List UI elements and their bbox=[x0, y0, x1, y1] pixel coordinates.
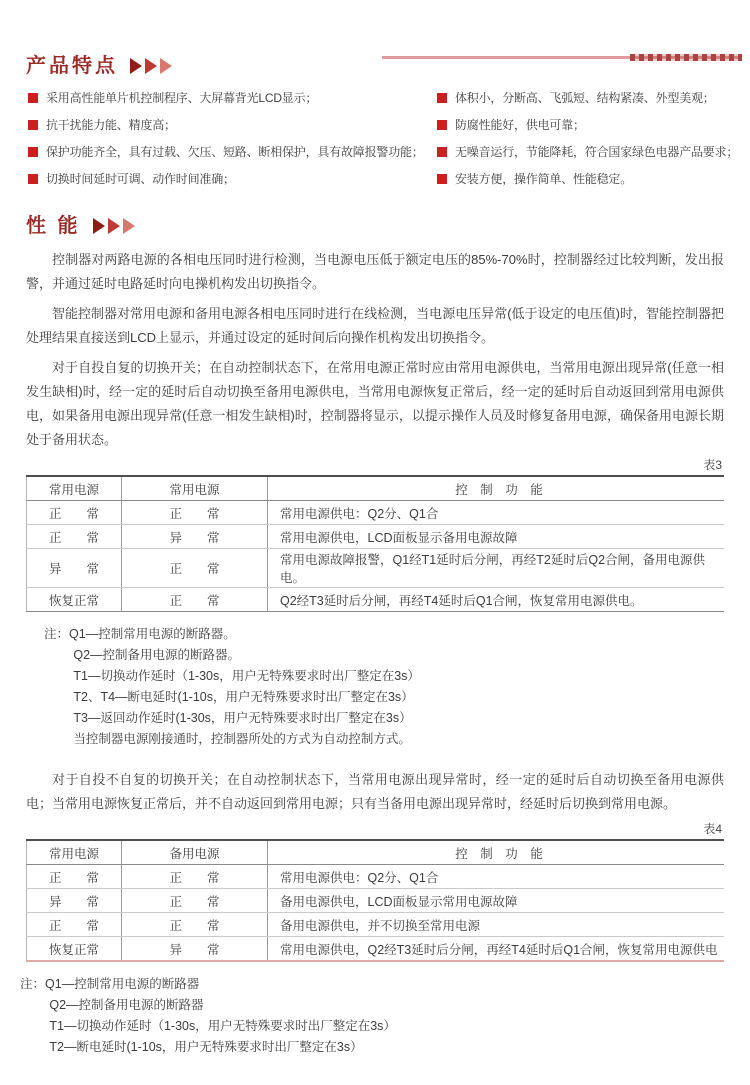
table3-header-row bbox=[27, 476, 725, 501]
paragraph-smart-controller: 智能控制器对常用电源和备用电源各相电压同时进行在线检测，当电源电压异常(低于设定的电压值)时，智能控制器把处理结果直接送到LCD上显示，并通过设定的延时间后向操作机构发出切换指令。 bbox=[26, 306, 724, 345]
table3 bbox=[26, 475, 724, 612]
features-list bbox=[26, 90, 739, 198]
note-line bbox=[44, 729, 724, 750]
note-text: T2、T4—断电延时(1-10s，用户无特殊要求时出厂整定在3s） bbox=[73, 690, 414, 704]
right-triangle-icon bbox=[160, 58, 172, 74]
feature-text: 安装方便，操作简单、性能稳定。 bbox=[455, 172, 633, 186]
table-cell: 正 常 bbox=[122, 549, 268, 588]
red-square-icon bbox=[28, 120, 38, 130]
feature-item bbox=[435, 90, 738, 107]
table3-header-normal-power: 常用电源 bbox=[27, 476, 122, 501]
note-text: T1—切换动作延时（1-30s，用户无特殊要求时出厂整定在3s） bbox=[49, 1019, 396, 1033]
note-text: T3—返回动作延时(1-30s，用户无特殊要求时出厂整定在3s） bbox=[73, 711, 412, 725]
feature-item bbox=[26, 144, 431, 161]
feature-item bbox=[435, 144, 738, 161]
table-cell: 常用电源供电：Q2分、Q1合 bbox=[268, 865, 725, 889]
note-line bbox=[44, 645, 724, 666]
feature-text: 抗干扰能力能、精度高； bbox=[46, 118, 176, 132]
table-row bbox=[27, 889, 725, 913]
note-text: Q1—控制常用电源的断路器 bbox=[45, 977, 200, 991]
table-cell: 异 常 bbox=[27, 889, 122, 913]
table-cell: 正 常 bbox=[122, 501, 268, 525]
note-line bbox=[20, 1016, 724, 1037]
red-square-icon bbox=[437, 174, 447, 184]
table-cell: 常用电源供电，LCD面板显示备用电源故障 bbox=[268, 525, 725, 549]
heading-arrows bbox=[130, 58, 175, 74]
table-cell: 正 常 bbox=[27, 865, 122, 889]
performance-title: 性 能 bbox=[26, 215, 81, 237]
table4-header-control-function: 控 制 功 能 bbox=[268, 840, 725, 865]
table-cell: 恢复正常 bbox=[48, 593, 99, 608]
table-cell: 正 常 bbox=[27, 913, 122, 937]
right-triangle-icon bbox=[108, 218, 120, 234]
table4-header-backup-power: 备用电源 bbox=[122, 840, 268, 865]
feature-item bbox=[26, 117, 431, 134]
red-square-icon bbox=[28, 174, 38, 184]
note-text: 当控制器电源刚接通时，控制器所处的方式为自动控制方式。 bbox=[73, 732, 411, 746]
table-cell: Q2经T3延时后分闸，再经T4延时后Q1合闸，恢复常用电源供电。 bbox=[280, 593, 643, 608]
feature-text: 无噪音运行，节能降耗，符合国家绿色电器产品要求； bbox=[455, 145, 739, 159]
table-cell: 备用电源供电，并不切换至常用电源 bbox=[268, 913, 725, 937]
red-square-icon bbox=[437, 93, 447, 103]
paragraph-auto-recovery-switch: 对于自投自复的切换开关；在自动控制状态下，在常用电源正常时应由常用电源供电，当常用电源出现异常(任意一相发生缺相)时，经一定的延时后自动切换至备用电源供电，当常用电源恢复正常后，经一定的延时后自动返回到常用电源供电，如果备用电源出现异常(任意一相发生缺相)时，控制器将显示，以提示操作人员及时修复备用电源，确保备用电源长期处于备用状态。 bbox=[26, 360, 724, 447]
table-cell: 正 常 bbox=[122, 889, 268, 913]
table-cell: 常用电源供电：Q2分、Q1合 bbox=[268, 501, 725, 525]
feature-item bbox=[26, 90, 431, 107]
table-cell: 常用电源供电，Q2经T3延时后分闸，再经T4延时后Q1合闸，恢复常用电源供电 bbox=[280, 942, 718, 957]
table-cell: 正 常 bbox=[27, 525, 122, 549]
content-area bbox=[0, 54, 750, 1058]
note-line bbox=[20, 995, 724, 1016]
note-line bbox=[44, 708, 724, 729]
red-square-icon bbox=[437, 120, 447, 130]
feature-text: 采用高性能单片机控制程序、大屏幕背光LCD显示； bbox=[46, 91, 318, 105]
feature-item bbox=[435, 171, 738, 188]
feature-item bbox=[435, 117, 738, 134]
features-right-column bbox=[435, 90, 738, 198]
table-cell: 常用电源故障报警，Q1经T1延时后分闸，再经T2延时后Q2合闸，备用电源供电。 bbox=[268, 549, 725, 588]
document-page bbox=[0, 54, 750, 1085]
right-triangle-icon bbox=[145, 58, 157, 74]
table3-notes bbox=[44, 624, 724, 750]
table-cell: 恢复正常 bbox=[48, 942, 99, 957]
note-text: T1—切换动作延时（1-30s，用户无特殊要求时出厂整定在3s） bbox=[73, 669, 420, 683]
note-line bbox=[20, 1037, 724, 1058]
table4 bbox=[26, 839, 724, 962]
table3-header-control-function: 控 制 功 能 bbox=[268, 476, 725, 501]
table-cell: 正 常 bbox=[122, 913, 268, 937]
table-cell: 备用电源供电，LCD面板显示常用电源故障 bbox=[268, 889, 725, 913]
table-row bbox=[27, 501, 725, 525]
performance-heading-row bbox=[26, 214, 724, 238]
note-label: 注： bbox=[20, 977, 46, 991]
table-row bbox=[27, 525, 725, 549]
feature-item bbox=[26, 171, 431, 188]
feature-text: 切换时间延时可调、动作时间准确； bbox=[46, 172, 235, 186]
red-square-icon bbox=[28, 93, 38, 103]
table-cell: 正 常 bbox=[122, 865, 268, 889]
right-triangle-icon bbox=[130, 58, 142, 74]
right-triangle-icon bbox=[93, 218, 105, 234]
note-text: Q2—控制备用电源的断路器。 bbox=[73, 648, 241, 662]
table-cell: 正 常 bbox=[122, 588, 268, 612]
features-left-column bbox=[26, 90, 431, 198]
table-row bbox=[27, 865, 725, 889]
table-row bbox=[27, 937, 725, 962]
note-line bbox=[44, 624, 724, 645]
feature-text: 防腐性能好，供电可靠； bbox=[455, 118, 585, 132]
table4-header-normal-power: 常用电源 bbox=[27, 840, 122, 865]
table-row bbox=[27, 588, 725, 612]
paragraph-non-auto-recovery-switch: 对于自投不自复的切换开关；在自动控制状态下，当常用电源出现异常时，经一定的延时后自动切换至备用电源供电；当常用电源恢复正常后，并不自动返回到常用电源；只有当备用电源出现异常时，经延时后切换到常用电源。 bbox=[26, 772, 724, 811]
red-square-icon bbox=[28, 147, 38, 157]
table-row bbox=[27, 549, 725, 588]
cropped-header-marks bbox=[630, 54, 742, 61]
table-cell: 异 常 bbox=[122, 937, 268, 962]
note-label: 注： bbox=[44, 627, 70, 641]
note-text: Q1—控制常用电源的断路器。 bbox=[69, 627, 236, 641]
red-square-icon bbox=[437, 147, 447, 157]
table3-label: 表3 bbox=[703, 458, 722, 472]
heading-arrows bbox=[93, 218, 138, 234]
note-text: Q2—控制备用电源的断路器 bbox=[49, 998, 204, 1012]
feature-text: 体积小，分断高、飞弧短、结构紧凑、外型美观； bbox=[455, 91, 715, 105]
features-title: 产品特点 bbox=[26, 55, 118, 77]
table4-notes bbox=[20, 974, 724, 1058]
table-row bbox=[27, 913, 725, 937]
table-cell: 异 常 bbox=[27, 549, 122, 588]
note-line bbox=[44, 687, 724, 708]
table-cell: 异 常 bbox=[122, 525, 268, 549]
paragraph-detection: 控制器对两路电源的各相电压同时进行检测，当电源电压低于额定电压的85%-70%时，控制器经过比较判断，发出报警，并通过延时电路延时向电操机构发出切换指令。 bbox=[26, 252, 724, 291]
right-triangle-icon bbox=[123, 218, 135, 234]
table-cell: 正 常 bbox=[27, 501, 122, 525]
table3-header-backup-power: 常用电源 bbox=[122, 476, 268, 501]
feature-text: 保护功能齐全，具有过载、欠压、短路、断相保护，具有故障报警功能； bbox=[46, 145, 424, 159]
note-line bbox=[20, 974, 724, 995]
table4-header-row bbox=[27, 840, 725, 865]
note-text: T2—断电延时(1-10s，用户无特殊要求时出厂整定在3s） bbox=[49, 1040, 363, 1054]
table4-label: 表4 bbox=[703, 822, 722, 836]
note-line bbox=[44, 666, 724, 687]
